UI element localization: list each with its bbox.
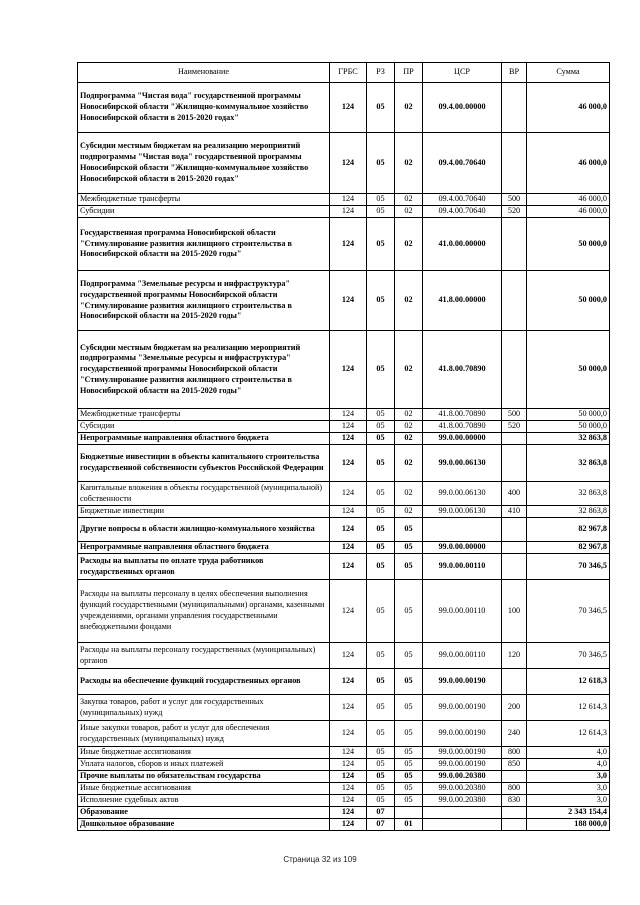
- row-grbs-cell: 124: [330, 331, 367, 409]
- row-grbs-cell: 124: [330, 771, 367, 783]
- table-row: [78, 206, 610, 218]
- row-rz-cell: 05: [367, 445, 395, 482]
- row-sum-cell: 50 000,0: [527, 218, 610, 271]
- table-row: [78, 409, 610, 421]
- row-csr-cell: 99.0.00.00000: [423, 542, 502, 554]
- row-rz-cell: 05: [367, 721, 395, 747]
- row-sum-cell: 46 000,0: [527, 83, 610, 133]
- page-number: Страница 32 из 109: [283, 855, 357, 864]
- row-grbs-cell: 124: [330, 669, 367, 695]
- row-pr-cell: 05: [395, 783, 423, 795]
- row-name-cell: Другие вопросы в области жилищно-коммунального хозяйства: [78, 518, 330, 542]
- header-csr: ЦСР: [423, 63, 502, 83]
- row-pr-cell: 02: [395, 506, 423, 518]
- row-csr-cell: 41.8.00.00000: [423, 271, 502, 331]
- row-name-cell: Расходы на выплаты персоналу государственных (муниципальных) органов: [78, 643, 330, 669]
- row-pr-cell: 02: [395, 206, 423, 218]
- row-grbs-cell: 124: [330, 554, 367, 580]
- row-pr-cell: 05: [395, 695, 423, 721]
- row-sum-cell: 32 863,8: [527, 506, 610, 518]
- table-row: [78, 542, 610, 554]
- row-name-cell: Субсидии: [78, 206, 330, 218]
- row-name-cell: Подпрограмма "Чистая вода" государственной программы Новосибирской области "Жилищно-коммунальное хозяйство Новосибирской области в 2015-2020 годах": [78, 83, 330, 133]
- row-csr-cell: 41.8.00.70890: [423, 331, 502, 409]
- row-csr-cell: 99.0.00.00110: [423, 580, 502, 643]
- row-name-cell: Расходы на выплаты по оплате труда работников государственных органов: [78, 554, 330, 580]
- row-grbs-cell: 124: [330, 721, 367, 747]
- table-row: [78, 518, 610, 542]
- header-pr: ПР: [395, 63, 423, 83]
- row-rz-cell: 05: [367, 482, 395, 506]
- row-vr-cell: [502, 819, 527, 831]
- table-row: [78, 271, 610, 331]
- row-grbs-cell: 124: [330, 409, 367, 421]
- table-row: [78, 643, 610, 669]
- row-sum-cell: 82 967,8: [527, 542, 610, 554]
- row-rz-cell: 05: [367, 542, 395, 554]
- row-pr-cell: 02: [395, 445, 423, 482]
- row-vr-cell: 100: [502, 580, 527, 643]
- row-pr-cell: 02: [395, 409, 423, 421]
- row-vr-cell: [502, 83, 527, 133]
- table-row: [78, 433, 610, 445]
- row-csr-cell: 99.0.00.00000: [423, 433, 502, 445]
- row-csr-cell: 99.0.00.00110: [423, 554, 502, 580]
- table-row: [78, 807, 610, 819]
- table-row: [78, 506, 610, 518]
- row-vr-cell: 520: [502, 206, 527, 218]
- table-row: [78, 721, 610, 747]
- table-row: [78, 554, 610, 580]
- row-vr-cell: 800: [502, 747, 527, 759]
- row-vr-cell: 850: [502, 759, 527, 771]
- row-sum-cell: 12 614,3: [527, 721, 610, 747]
- row-csr-cell: 99.0.00.06130: [423, 445, 502, 482]
- budget-table: [77, 62, 610, 831]
- row-csr-cell: 09.4.00.00000: [423, 83, 502, 133]
- row-sum-cell: 4,0: [527, 747, 610, 759]
- row-vr-cell: 830: [502, 795, 527, 807]
- row-rz-cell: 05: [367, 206, 395, 218]
- row-sum-cell: 3,0: [527, 771, 610, 783]
- row-name-cell: Уплата налогов, сборов и иных платежей: [78, 759, 330, 771]
- row-pr-cell: 02: [395, 218, 423, 271]
- row-rz-cell: 05: [367, 554, 395, 580]
- row-csr-cell: 99.0.00.20380: [423, 795, 502, 807]
- row-rz-cell: 05: [367, 643, 395, 669]
- row-pr-cell: 02: [395, 133, 423, 194]
- row-name-cell: Расходы на обеспечение функций государственных органов: [78, 669, 330, 695]
- row-name-cell: Закупка товаров, работ и услуг для государственных (муниципальных) нужд: [78, 695, 330, 721]
- row-sum-cell: 50 000,0: [527, 331, 610, 409]
- row-vr-cell: 120: [502, 643, 527, 669]
- row-vr-cell: [502, 331, 527, 409]
- row-pr-cell: 02: [395, 271, 423, 331]
- row-vr-cell: [502, 271, 527, 331]
- row-csr-cell: 99.0.00.00190: [423, 695, 502, 721]
- row-name-cell: Подпрограмма "Земельные ресурсы и инфраструктура" государственной программы Новосибирской области "Стимулирование развития жилищного строительства в Новосибирской области на 2015-2020 годы": [78, 271, 330, 331]
- row-name-cell: Иные бюджетные ассигнования: [78, 747, 330, 759]
- row-sum-cell: 12 614,3: [527, 695, 610, 721]
- row-name-cell: Прочие выплаты по обязательствам государства: [78, 771, 330, 783]
- row-grbs-cell: 124: [330, 542, 367, 554]
- row-csr-cell: 09.4.00.70640: [423, 206, 502, 218]
- row-sum-cell: 70 346,5: [527, 643, 610, 669]
- row-rz-cell: 05: [367, 783, 395, 795]
- row-rz-cell: 05: [367, 421, 395, 433]
- row-pr-cell: 05: [395, 771, 423, 783]
- row-sum-cell: 50 000,0: [527, 421, 610, 433]
- row-rz-cell: 05: [367, 83, 395, 133]
- row-pr-cell: 05: [395, 669, 423, 695]
- row-vr-cell: 500: [502, 409, 527, 421]
- row-name-cell: Субсидии местным бюджетам на реализацию мероприятий подпрограммы "Чистая вода" государственной программы Новосибирской области "Жилищно-коммунальное хозяйство Новосибирской области в 2015-2020 годах": [78, 133, 330, 194]
- row-rz-cell: 05: [367, 194, 395, 206]
- row-rz-cell: 05: [367, 580, 395, 643]
- header-vr: ВР: [502, 63, 527, 83]
- row-vr-cell: 200: [502, 695, 527, 721]
- row-rz-cell: 05: [367, 271, 395, 331]
- row-pr-cell: 05: [395, 554, 423, 580]
- row-grbs-cell: 124: [330, 194, 367, 206]
- row-grbs-cell: 124: [330, 819, 367, 831]
- row-vr-cell: 400: [502, 482, 527, 506]
- row-rz-cell: 07: [367, 819, 395, 831]
- row-pr-cell: [395, 807, 423, 819]
- row-sum-cell: 46 000,0: [527, 194, 610, 206]
- row-sum-cell: 2 343 154,4: [527, 807, 610, 819]
- row-rz-cell: 05: [367, 759, 395, 771]
- row-csr-cell: 99.0.00.20380: [423, 771, 502, 783]
- row-vr-cell: [502, 771, 527, 783]
- row-pr-cell: 05: [395, 795, 423, 807]
- row-rz-cell: 05: [367, 695, 395, 721]
- row-pr-cell: 02: [395, 331, 423, 409]
- row-grbs-cell: 124: [330, 218, 367, 271]
- row-name-cell: Межбюджетные трансферты: [78, 409, 330, 421]
- row-grbs-cell: 124: [330, 506, 367, 518]
- table-row: [78, 795, 610, 807]
- row-rz-cell: 05: [367, 747, 395, 759]
- row-vr-cell: 800: [502, 783, 527, 795]
- row-sum-cell: 70 346,5: [527, 554, 610, 580]
- row-rz-cell: 07: [367, 807, 395, 819]
- row-sum-cell: 46 000,0: [527, 133, 610, 194]
- header-name: Наименование: [78, 63, 330, 83]
- row-csr-cell: 41.0.00.00000: [423, 218, 502, 271]
- row-vr-cell: 410: [502, 506, 527, 518]
- header-rz: РЗ: [367, 63, 395, 83]
- row-csr-cell: [423, 518, 502, 542]
- row-name-cell: Капитальные вложения в объекты государственной (муниципальной) собственности: [78, 482, 330, 506]
- row-pr-cell: 02: [395, 482, 423, 506]
- row-csr-cell: 99.0.00.06130: [423, 482, 502, 506]
- row-csr-cell: 41.8.00.70890: [423, 409, 502, 421]
- row-name-cell: Исполнение судебных актов: [78, 795, 330, 807]
- row-csr-cell: 09.4.00.70640: [423, 194, 502, 206]
- table-row: [78, 133, 610, 194]
- header-grbs: ГРБС: [330, 63, 367, 83]
- row-pr-cell: 05: [395, 747, 423, 759]
- row-sum-cell: 82 967,8: [527, 518, 610, 542]
- row-sum-cell: 32 863,8: [527, 445, 610, 482]
- row-sum-cell: 188 000,0: [527, 819, 610, 831]
- table-row: [78, 783, 610, 795]
- table-row: [78, 445, 610, 482]
- row-csr-cell: [423, 807, 502, 819]
- table-row: [78, 747, 610, 759]
- row-grbs-cell: 124: [330, 580, 367, 643]
- row-sum-cell: 50 000,0: [527, 409, 610, 421]
- row-pr-cell: 01: [395, 819, 423, 831]
- row-pr-cell: 05: [395, 759, 423, 771]
- table-row: [78, 695, 610, 721]
- row-rz-cell: 05: [367, 433, 395, 445]
- row-csr-cell: 99.0.00.00190: [423, 669, 502, 695]
- table-row: [78, 482, 610, 506]
- row-rz-cell: 05: [367, 771, 395, 783]
- row-vr-cell: [502, 807, 527, 819]
- row-vr-cell: 520: [502, 421, 527, 433]
- row-vr-cell: [502, 433, 527, 445]
- row-vr-cell: 240: [502, 721, 527, 747]
- row-grbs-cell: 124: [330, 433, 367, 445]
- row-csr-cell: 09.4.00.70640: [423, 133, 502, 194]
- row-sum-cell: 12 618,3: [527, 669, 610, 695]
- table-row: [78, 194, 610, 206]
- row-sum-cell: 32 863,8: [527, 482, 610, 506]
- row-rz-cell: 05: [367, 331, 395, 409]
- row-name-cell: Образование: [78, 807, 330, 819]
- row-grbs-cell: 124: [330, 421, 367, 433]
- row-grbs-cell: 124: [330, 271, 367, 331]
- row-rz-cell: 05: [367, 795, 395, 807]
- table-row: [78, 759, 610, 771]
- row-name-cell: Государственная программа Новосибирской области "Стимулирование развития жилищного строительства в Новосибирской области на 2015-2020 годы": [78, 218, 330, 271]
- row-vr-cell: [502, 133, 527, 194]
- row-csr-cell: [423, 819, 502, 831]
- table-row: [78, 83, 610, 133]
- row-pr-cell: 02: [395, 433, 423, 445]
- row-grbs-cell: 124: [330, 482, 367, 506]
- row-vr-cell: [502, 542, 527, 554]
- table-row: [78, 771, 610, 783]
- row-sum-cell: 50 000,0: [527, 271, 610, 331]
- row-pr-cell: 05: [395, 643, 423, 669]
- row-grbs-cell: 124: [330, 83, 367, 133]
- row-csr-cell: 99.0.00.20380: [423, 783, 502, 795]
- row-name-cell: Субсидии: [78, 421, 330, 433]
- table-row: [78, 331, 610, 409]
- row-grbs-cell: 124: [330, 206, 367, 218]
- row-csr-cell: 99.0.00.00190: [423, 721, 502, 747]
- row-sum-cell: 70 346,5: [527, 580, 610, 643]
- table-row: [78, 580, 610, 643]
- table-row: [78, 218, 610, 271]
- row-vr-cell: [502, 518, 527, 542]
- header-row: [78, 63, 610, 83]
- row-name-cell: Дошкольное образование: [78, 819, 330, 831]
- row-name-cell: Иные бюджетные ассигнования: [78, 783, 330, 795]
- row-rz-cell: 05: [367, 669, 395, 695]
- row-name-cell: Непрограммные направления областного бюджета: [78, 542, 330, 554]
- row-pr-cell: 02: [395, 421, 423, 433]
- row-grbs-cell: 124: [330, 695, 367, 721]
- row-csr-cell: 99.0.00.06130: [423, 506, 502, 518]
- row-csr-cell: 99.0.00.00110: [423, 643, 502, 669]
- row-grbs-cell: 124: [330, 747, 367, 759]
- row-grbs-cell: 124: [330, 759, 367, 771]
- row-grbs-cell: 124: [330, 133, 367, 194]
- row-vr-cell: [502, 669, 527, 695]
- row-name-cell: Расходы на выплаты персоналу в целях обеспечения выполнения функций государственными (муниципальными) органами, казенными учреждениями, органами управления государственными внебюджетными фондами: [78, 580, 330, 643]
- row-name-cell: Межбюджетные трансферты: [78, 194, 330, 206]
- row-rz-cell: 05: [367, 506, 395, 518]
- row-grbs-cell: 124: [330, 807, 367, 819]
- row-csr-cell: 99.0.00.00190: [423, 747, 502, 759]
- row-sum-cell: 3,0: [527, 795, 610, 807]
- row-pr-cell: 05: [395, 518, 423, 542]
- row-name-cell: Иные закупки товаров, работ и услуг для обеспечения государственных (муниципальных) нужд: [78, 721, 330, 747]
- row-csr-cell: 41.8.00.70890: [423, 421, 502, 433]
- table-body: [78, 83, 610, 831]
- row-name-cell: Субсидии местным бюджетам на реализацию мероприятий подпрограммы "Земельные ресурсы и инфраструктура" государственной программы Новосибирской области "Стимулирование развития жилищного строительства в Новосибирской области на 2015-2020 годы": [78, 331, 330, 409]
- row-name-cell: Бюджетные инвестиции в объекты капитального строительства государственной собственности субъектов Российской Федерации: [78, 445, 330, 482]
- row-sum-cell: 4,0: [527, 759, 610, 771]
- row-rz-cell: 05: [367, 218, 395, 271]
- row-grbs-cell: 124: [330, 783, 367, 795]
- row-grbs-cell: 124: [330, 795, 367, 807]
- row-sum-cell: 3,0: [527, 783, 610, 795]
- row-grbs-cell: 124: [330, 518, 367, 542]
- row-vr-cell: [502, 554, 527, 580]
- row-vr-cell: [502, 445, 527, 482]
- row-csr-cell: 99.0.00.00190: [423, 759, 502, 771]
- row-grbs-cell: 124: [330, 445, 367, 482]
- row-pr-cell: 05: [395, 580, 423, 643]
- table-row: [78, 669, 610, 695]
- row-rz-cell: 05: [367, 409, 395, 421]
- row-rz-cell: 05: [367, 133, 395, 194]
- row-vr-cell: [502, 218, 527, 271]
- row-sum-cell: 32 863,8: [527, 433, 610, 445]
- row-sum-cell: 46 000,0: [527, 206, 610, 218]
- header-sum: Сумма: [527, 63, 610, 83]
- row-pr-cell: 02: [395, 194, 423, 206]
- row-pr-cell: 05: [395, 721, 423, 747]
- row-pr-cell: 02: [395, 83, 423, 133]
- row-pr-cell: 05: [395, 542, 423, 554]
- row-rz-cell: 05: [367, 518, 395, 542]
- row-name-cell: Бюджетные инвестиции: [78, 506, 330, 518]
- table-row: [78, 819, 610, 831]
- row-grbs-cell: 124: [330, 643, 367, 669]
- table-row: [78, 421, 610, 433]
- row-vr-cell: 500: [502, 194, 527, 206]
- row-name-cell: Непрограммные направления областного бюджета: [78, 433, 330, 445]
